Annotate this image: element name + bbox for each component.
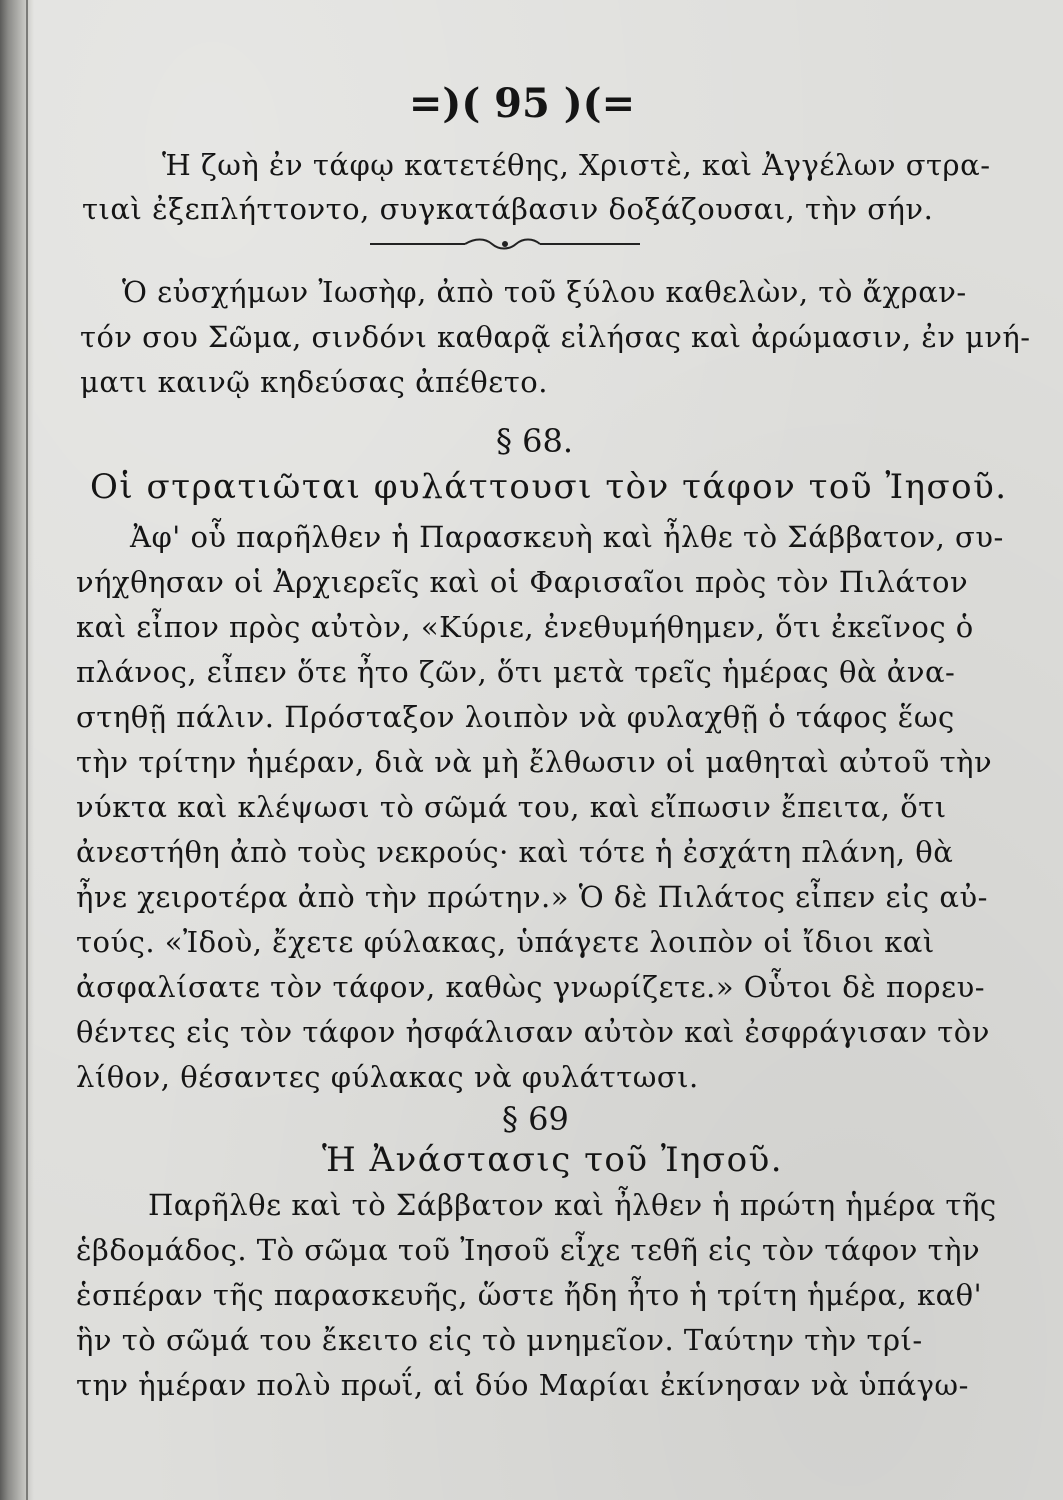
- section-68-line-7: νύκτα καὶ κλέψωσι τὸ σῶμά του, καὶ εἴπωσιν ἔπειτα, ὅτι: [76, 790, 947, 824]
- joseph-line-3: ματι καινῷ κηδεύσας ἀπέθετο.: [80, 365, 548, 399]
- ornamental-divider: [370, 237, 640, 251]
- section-68-line-3: καὶ εἶπον πρὸς αὐτὸν, «Κύριε, ἐνεθυμήθημεν, ὅτι ἐκεῖνος ὁ: [76, 610, 974, 644]
- section-68-line-8: ἀνεστήθη ἀπὸ τοὺς νεκρούς· καὶ τότε ἡ ἐσχάτη πλάνη, θὰ: [76, 835, 954, 869]
- section-68-line-10: τούς. «Ἰδοὺ, ἔχετε φύλακας, ὑπάγετε λοιπὸν οἱ ἴδιοι καὶ: [76, 925, 935, 959]
- binding-edge-line: [26, 0, 28, 1500]
- section-68-line-4: πλάνος, εἶπεν ὅτε ἦτο ζῶν, ὅτι μετὰ τρεῖς ἡμέρας θὰ ἀνα-: [76, 655, 956, 689]
- section-69-line-5: την ἡμέραν πολὺ πρωΐ, αἱ δύο Μαρίαι ἐκίνησαν νὰ ὑπάγω-: [76, 1368, 969, 1402]
- section-68-line-13: λίθον, θέσαντες φύλακας νὰ φυλάττωσι.: [76, 1060, 699, 1094]
- section-68-number: § 68.: [496, 422, 574, 460]
- binding-shadow: [0, 0, 34, 1500]
- section-68-line-9: ἦνε χειροτέρα ἀπὸ τὴν πρώτην.» Ὁ δὲ Πιλάτος εἶπεν εἰς αὐ-: [76, 880, 988, 914]
- hymn-line-2: τιαὶ ἐξεπλήττοντο, συγκατάβασιν δοξάζουσαι, τὴν σήν.: [82, 192, 934, 226]
- section-68-line-12: θέντες εἰς τὸν τάφον ἠσφάλισαν αὐτὸν καὶ ἐσφράγισαν τὸν: [76, 1015, 990, 1049]
- section-69-line-2: ἑβδομάδος. Τὸ σῶμα τοῦ Ἰησοῦ εἶχε τεθῆ εἰς τὸν τάφον τὴν: [76, 1233, 981, 1267]
- section-69-number: § 69: [502, 1100, 569, 1138]
- page-number-header: =)( 95 )(=: [408, 80, 636, 127]
- joseph-line-1: Ὁ εὐσχήμων Ἰωσὴφ, ἀπὸ τοῦ ξύλου καθελὼν, τὸ ἄχραν-: [122, 275, 967, 309]
- hymn-line-1: Ἡ ζωὴ ἐν τάφῳ κατετέθης, Χριστὲ, καὶ Ἀγγέλων στρα-: [162, 148, 991, 182]
- section-68-title: Οἱ στρατιῶται φυλάττουσι τὸν τάφον τοῦ Ἰησοῦ.: [90, 467, 1008, 507]
- section-68-line-5: στηθῇ πάλιν. Πρόσταξον λοιπὸν νὰ φυλαχθῇ ὁ τάφος ἕως: [76, 700, 955, 734]
- section-68-line-1: Ἀφ' οὗ παρῆλθεν ἡ Παρασκευὴ καὶ ἦλθε τὸ Σάββατον, συ-: [130, 520, 1004, 554]
- section-68-line-6: τὴν τρίτην ἡμέραν, διὰ νὰ μὴ ἔλθωσιν οἱ μαθηταὶ αὐτοῦ τὴν: [76, 745, 993, 779]
- section-69-line-4: ἣν τὸ σῶμά του ἔκειτο εἰς τὸ μνημεῖον. Ταύτην τὴν τρί-: [76, 1323, 923, 1357]
- section-68-line-11: ἀσφαλίσατε τὸν τάφον, καθὼς γνωρίζετε.» Οὗτοι δὲ πορευ-: [76, 970, 986, 1004]
- section-68-line-2: νήχθησαν οἱ Ἀρχιερεῖς καὶ οἱ Φαρισαῖοι πρὸς τὸν Πιλάτον: [76, 565, 969, 599]
- section-69-line-3: ἑσπέραν τῆς παρασκευῆς, ὥστε ἤδη ἦτο ἡ τρίτη ἡμέρα, καθ': [76, 1278, 983, 1312]
- section-69-title: Ἡ Ἀνάστασις τοῦ Ἰησοῦ.: [322, 1140, 784, 1180]
- section-69-line-1: Παρῆλθε καὶ τὸ Σάββατον καὶ ἦλθεν ἡ πρώτη ἡμέρα τῆς: [148, 1188, 997, 1222]
- joseph-line-2: τόν σου Σῶμα, σινδόνι καθαρᾷ εἰλήσας καὶ ἀρώμασιν, ἐν μνή-: [80, 320, 1031, 354]
